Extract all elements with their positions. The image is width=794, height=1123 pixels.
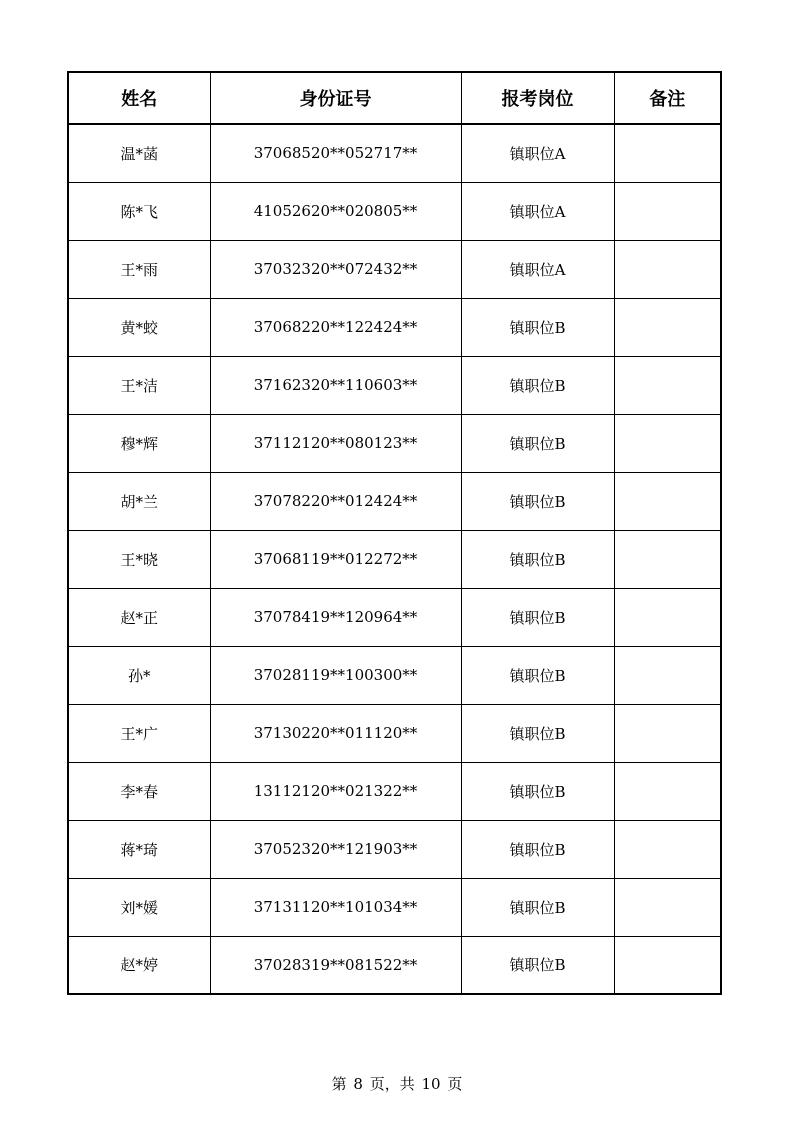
table-row (68, 356, 721, 414)
table-header-row (68, 72, 721, 124)
cell-position: 镇职位B (461, 936, 614, 994)
cell-name: 王*晓 (68, 530, 210, 588)
cell-note (614, 820, 721, 878)
header-position: 报考岗位 (461, 72, 614, 124)
table-row (68, 820, 721, 878)
table-row (68, 762, 721, 820)
table-row (68, 588, 721, 646)
cell-position: 镇职位B (461, 588, 614, 646)
cell-position: 镇职位A (461, 124, 614, 182)
cell-id-number: 37162320**110603** (210, 356, 461, 414)
cell-name: 王*广 (68, 704, 210, 762)
cell-name: 王*洁 (68, 356, 210, 414)
cell-name: 赵*婷 (68, 936, 210, 994)
cell-note (614, 878, 721, 936)
cell-name: 蒋*琦 (68, 820, 210, 878)
cell-note (614, 298, 721, 356)
cell-note (614, 762, 721, 820)
cell-name: 陈*飞 (68, 182, 210, 240)
cell-note (614, 472, 721, 530)
cell-position: 镇职位B (461, 356, 614, 414)
header-id-number: 身份证号 (210, 72, 461, 124)
cell-id-number: 13112120**021322** (210, 762, 461, 820)
header-note: 备注 (614, 72, 721, 124)
cell-note (614, 414, 721, 472)
header-name: 姓名 (68, 72, 210, 124)
cell-position: 镇职位B (461, 646, 614, 704)
candidate-table (67, 71, 722, 995)
cell-name: 黄*蛟 (68, 298, 210, 356)
cell-position: 镇职位A (461, 182, 614, 240)
cell-note (614, 124, 721, 182)
cell-id-number: 37052320**121903** (210, 820, 461, 878)
table-row (68, 936, 721, 994)
cell-id-number: 37068119**012272** (210, 530, 461, 588)
cell-note (614, 936, 721, 994)
cell-name: 王*雨 (68, 240, 210, 298)
cell-id-number: 41052620**020805** (210, 182, 461, 240)
cell-position: 镇职位B (461, 530, 614, 588)
table-row (68, 646, 721, 704)
table-row (68, 472, 721, 530)
cell-name: 赵*正 (68, 588, 210, 646)
cell-id-number: 37112120**080123** (210, 414, 461, 472)
cell-id-number: 37068520**052717** (210, 124, 461, 182)
cell-position: 镇职位B (461, 878, 614, 936)
table-row (68, 704, 721, 762)
table-row (68, 530, 721, 588)
table-row (68, 298, 721, 356)
cell-name: 穆*辉 (68, 414, 210, 472)
table-row (68, 182, 721, 240)
cell-note (614, 704, 721, 762)
cell-position: 镇职位B (461, 762, 614, 820)
table-row (68, 240, 721, 298)
cell-id-number: 37068220**122424** (210, 298, 461, 356)
cell-position: 镇职位B (461, 298, 614, 356)
cell-note (614, 240, 721, 298)
cell-id-number: 37078419**120964** (210, 588, 461, 646)
cell-id-number: 37131120**101034** (210, 878, 461, 936)
table-row (68, 124, 721, 182)
cell-position: 镇职位B (461, 820, 614, 878)
cell-note (614, 530, 721, 588)
page-footer: 第 8 页，共 10 页 (331, 1075, 463, 1093)
cell-position: 镇职位A (461, 240, 614, 298)
cell-id-number: 37130220**011120** (210, 704, 461, 762)
cell-name: 温*菡 (68, 124, 210, 182)
cell-note (614, 356, 721, 414)
cell-id-number: 37028319**081522** (210, 936, 461, 994)
cell-position: 镇职位B (461, 704, 614, 762)
cell-name: 孙* (68, 646, 210, 704)
cell-position: 镇职位B (461, 472, 614, 530)
cell-id-number: 37032320**072432** (210, 240, 461, 298)
cell-note (614, 646, 721, 704)
table-row (68, 878, 721, 936)
cell-note (614, 182, 721, 240)
cell-note (614, 588, 721, 646)
cell-name: 刘*媛 (68, 878, 210, 936)
table-body (68, 124, 721, 994)
cell-name: 胡*兰 (68, 472, 210, 530)
cell-id-number: 37028119**100300** (210, 646, 461, 704)
cell-position: 镇职位B (461, 414, 614, 472)
cell-id-number: 37078220**012424** (210, 472, 461, 530)
table-row (68, 414, 721, 472)
cell-name: 李*春 (68, 762, 210, 820)
